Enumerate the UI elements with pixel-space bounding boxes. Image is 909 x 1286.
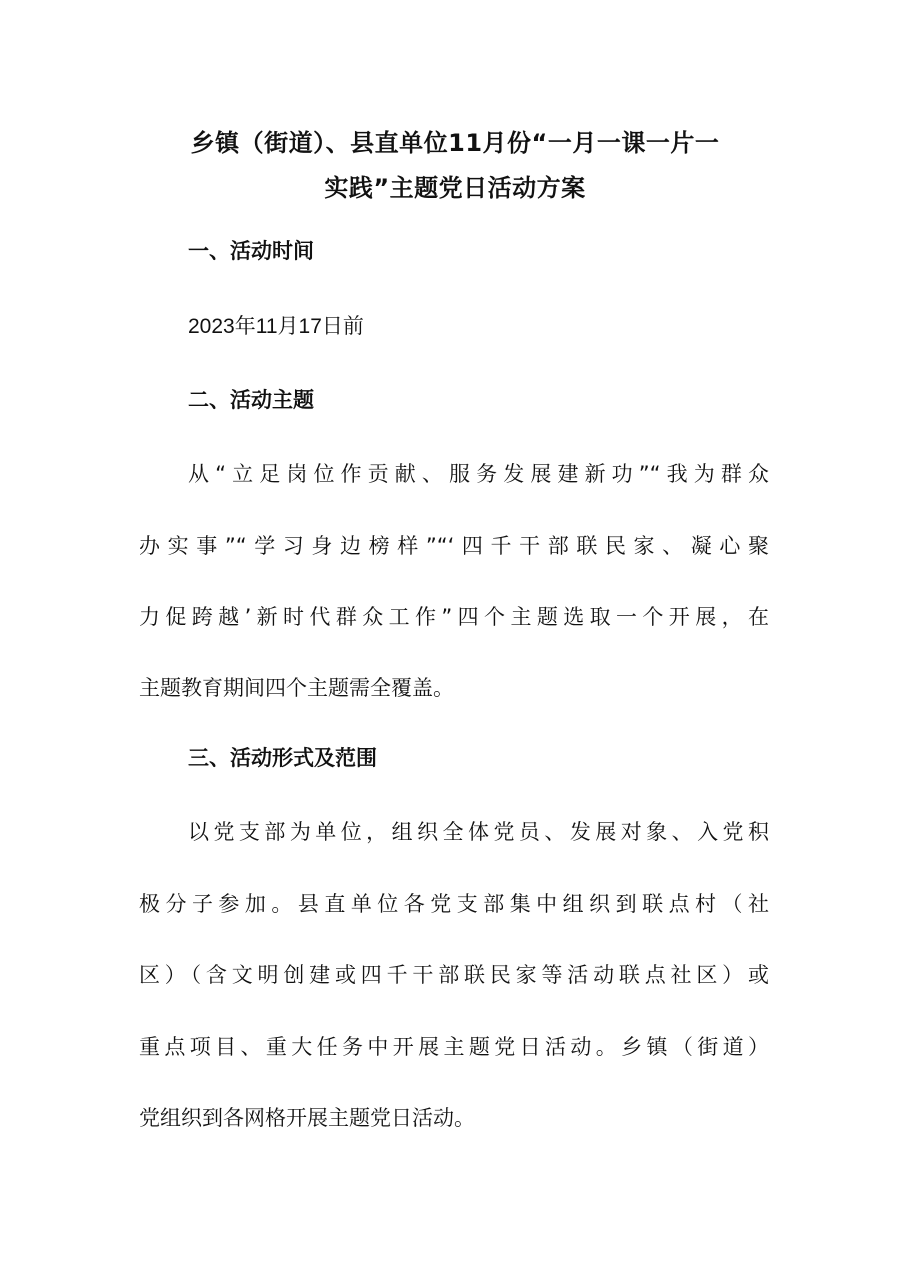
paragraph-line: 办实事”“学习身边榜样”“‘四千干部联民家、凝心聚: [139, 534, 769, 558]
activity-date: 2023年11月17日前: [188, 315, 364, 338]
paragraph-line: 从“立足岗位作贡献、服务发展建新功”“我为群众: [188, 462, 769, 486]
section-heading-theme: 二、活动主题: [188, 388, 314, 412]
paragraph-line: 党组织到各网格开展主题党日活动。: [139, 1106, 475, 1130]
section-heading-time: 一、活动时间: [188, 239, 314, 263]
paragraph-line: 区）（含文明创建或四千干部联民家等活动联点社区）或: [139, 963, 769, 987]
paragraph-line: 力促跨越’新时代群众工作”四个主题选取一个开展，在: [139, 605, 769, 629]
section-heading-format-scope: 三、活动形式及范围: [188, 746, 377, 770]
paragraph-line: 极分子参加。县直单位各党支部集中组织到联点村（社: [139, 892, 769, 916]
document-title-line-2: 实践”主题党日活动方案: [324, 174, 586, 202]
document-title-line-1: 乡镇（街道）、县直单位11月份“一月一课一片一: [190, 129, 720, 157]
paragraph-line: 以党支部为单位，组织全体党员、发展对象、入党积: [188, 820, 769, 844]
paragraph-line: 重点项目、重大任务中开展主题党日活动。乡镇（街道）: [139, 1035, 769, 1059]
paragraph-line: 主题教育期间四个主题需全覆盖。: [139, 676, 454, 700]
